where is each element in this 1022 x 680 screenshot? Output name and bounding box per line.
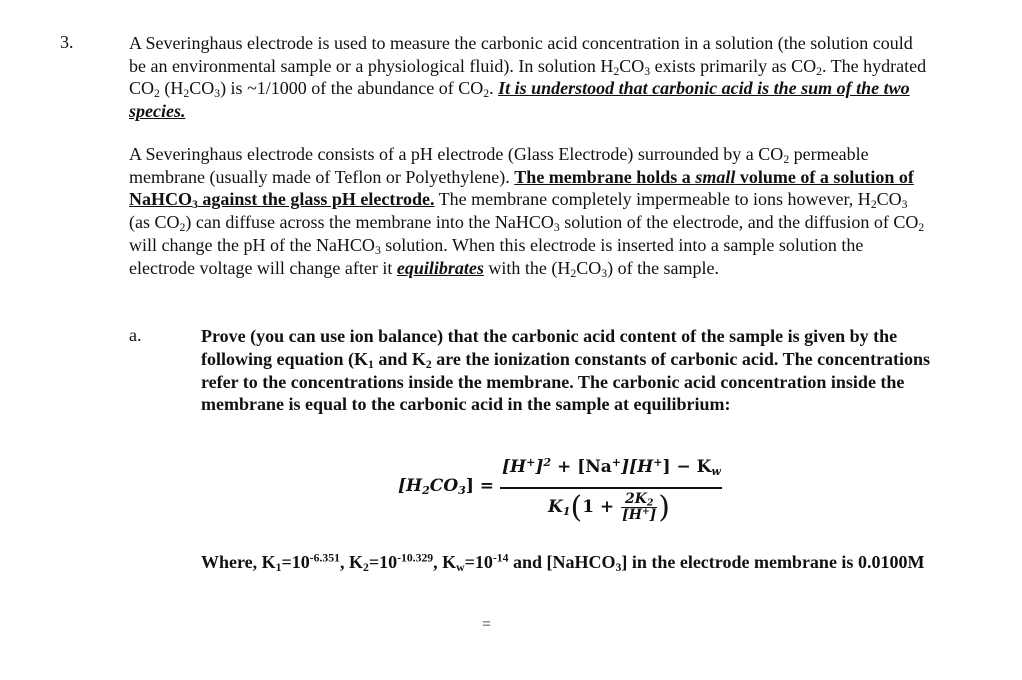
part-a-label: a. (129, 325, 142, 345)
fraction-bar (500, 487, 722, 489)
equation-denominator: $K_1(1$ + $\frac{2K_2}{[H^+]}$ ) (548, 490, 670, 525)
carbonic-acid-equation (398, 450, 738, 540)
equation-numerator: $[H^+]^2 + [Na^+][H^+] - K_w$ (502, 455, 721, 478)
membrane-emphasis: The membrane holds a small volume of a solution of NaHCO$_3$ against the glass pH electrode. (129, 166, 914, 212)
intro-paragraph: A Severinghaus electrode is used to measure the carbonic acid concentration in a solution (the solution could be an environmental sample or a physiological fluid). In solution $H_2CO_3$ exists primarily as $CO_2$. The hydrated $CO_2$ $(H_2CO_3)$ is ~1/1000 of the abundance of $CO_2$. It is understood that carbonic acid is the sum of the two species. (129, 33, 927, 122)
part-a-question: Prove (you can use ion balance) that the carbonic acid content of the sample is given by the following equation ($K_1$ and $K_2$ are the ionization constants of carbonic acid. The concentrations refer to the concentrations inside the membrane. The carbonic acid concentration inside the membrane is equal to the carbonic acid in the sample at equilibrium: (201, 326, 931, 415)
question-number: 3. (60, 32, 74, 52)
inner-fraction: $\frac{2K_2}{[H^+]}$ (622, 491, 657, 523)
given-constants: Where, $K_1=10^{-6.351}$, $K_2=10^{-10.329}$, $K_w=10^{-14}$ and [NaHCO$_3$] in the electrode membrane is 0.0100M (201, 551, 925, 574)
equation-lhs: $[H_2CO_3]$ = (398, 476, 495, 497)
emphasis-statement: It is understood that carbonic acid is the sum of the two species. (129, 78, 910, 122)
equilibrates-emphasis: equilibrates (396, 257, 484, 278)
answer-equals-mark: = (482, 616, 492, 633)
electrode-description-paragraph: A Severinghaus electrode consists of a pH electrode (Glass Electrode) surrounded by a $CO_2$ permeable membrane (usually made of Teflon or Polyethylene). The membrane holds a small volume of a solution of NaHCO$_3$ against the glass pH electrode. The membrane completely impermeable to ions however, $H_2CO_3$ (as $CO_2$) can diffuse across the membrane into the NaHCO$_3$ solution of the electrode, and the diffusion of $CO_2$ will change the pH of the NaHCO$_3$ solution. When this electrode is inserted into a sample solution the electrode voltage will change after it equilibrates with the $(H_2CO_3)$ of the sample. (129, 144, 925, 280)
